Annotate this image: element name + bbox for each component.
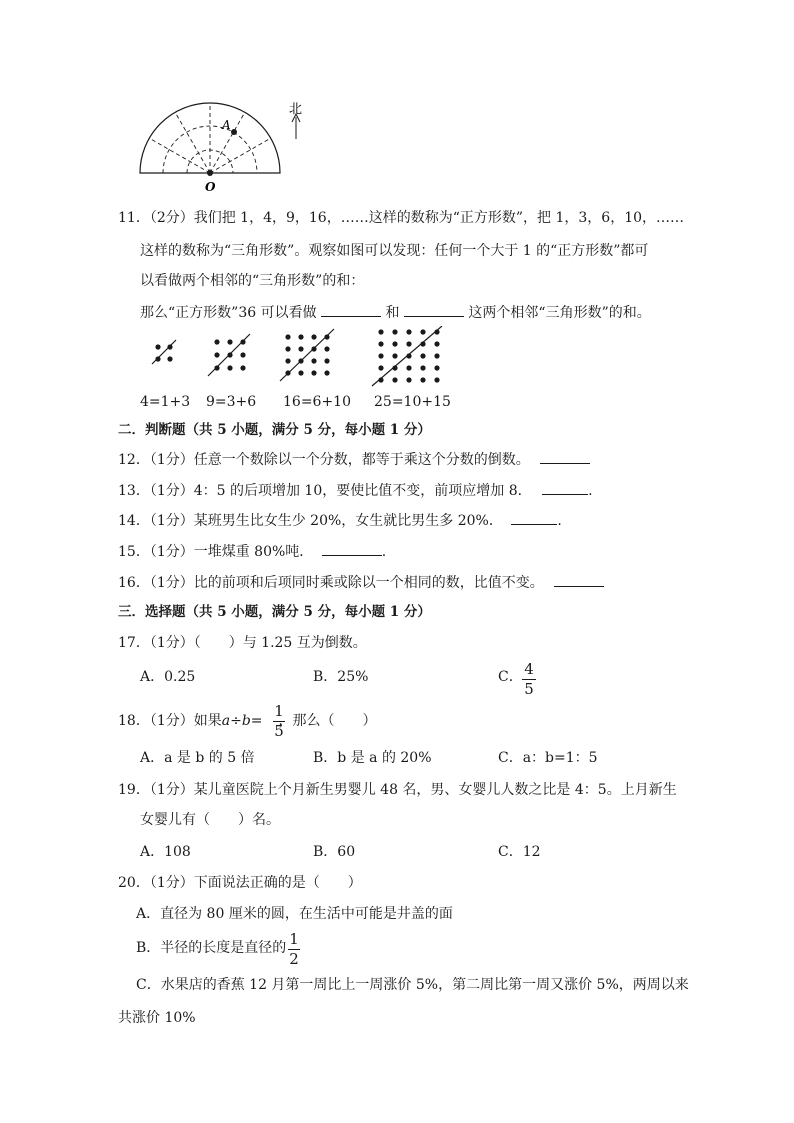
q19-option-c[interactable]: C．12: [498, 844, 541, 860]
q12-blank[interactable]: [540, 449, 590, 464]
dot: [434, 377, 439, 382]
diagonal-line-1: [152, 340, 176, 364]
q17-c-denominator: 5: [524, 680, 534, 698]
dot: [392, 377, 397, 382]
q11-line3: 以看做两个相邻的“三角形数”的和：: [140, 273, 365, 289]
q11-eq-4: 25=10+15: [374, 394, 451, 410]
q18-option-c[interactable]: C．a：b=1：5: [498, 750, 598, 766]
point-a-label: A: [222, 118, 231, 132]
q11-eq-1: 4=1+3: [140, 394, 191, 410]
q20-b-fraction: [288, 931, 300, 968]
semicircle-figure: [130, 95, 330, 200]
dot: [406, 365, 411, 370]
point-o-label: O: [205, 180, 216, 194]
dot: [298, 346, 303, 351]
q14-text: 14．（1分）某班男生比女生少 20%，女生就比男生多 20%．: [118, 513, 503, 529]
q18-stem: [118, 711, 377, 731]
dot: [214, 352, 219, 357]
dot: [285, 358, 290, 363]
q11-line1: 11．（2分）我们把 1，4，9，16，……这样的数称为“正方形数”，把 1，3，6，10，……: [118, 210, 685, 226]
q11-line4: [140, 302, 651, 323]
q20-b-numerator: 1: [289, 930, 299, 948]
q20-option-a[interactable]: A．直径为 80 厘米的圆，在生活中可能是井盖的面: [136, 906, 453, 922]
q18-var-b: b: [241, 713, 251, 729]
point-a-dot: [231, 129, 237, 135]
dashed-ray-120: [175, 112, 210, 173]
dot: [298, 334, 303, 339]
dashed-ray-150: [149, 138, 210, 173]
dot: [155, 344, 160, 349]
q16-blank[interactable]: [554, 572, 604, 587]
q11-line2: 这样的数称为“三角形数”。观察如图可以发现：任何一个大于 1 的“正方形数”都可: [140, 243, 649, 259]
dot: [227, 339, 232, 344]
q17-option-b[interactable]: B．25%: [313, 669, 369, 685]
q19-option-a[interactable]: A．108: [140, 844, 191, 860]
q18-var-a: a: [221, 713, 231, 729]
q11-line4-b: 和: [385, 305, 400, 321]
q15-row: 15．（1分）一堆煤重 80%吨． .: [118, 541, 386, 562]
dot: [378, 329, 383, 334]
dot: [298, 370, 303, 375]
dot: [324, 346, 329, 351]
q18-option-b[interactable]: B．b 是 a 的 20%: [313, 750, 432, 766]
dot: [214, 339, 219, 344]
q17-option-a[interactable]: A．0.25: [140, 669, 196, 685]
q14-blank[interactable]: [511, 510, 557, 525]
dot: [406, 377, 411, 382]
q18-stem-b: ，那么（ ）: [278, 713, 377, 729]
q12-row: [118, 449, 590, 470]
q12-text: 12．（1分）任意一个数除以一个分数，都等于乘这个分数的倒数。: [118, 452, 530, 468]
q14-row: 14．（1分）某班男生比女生少 20%，女生就比男生多 20%． .: [118, 510, 562, 531]
q19-option-b[interactable]: B．60: [313, 844, 356, 860]
section3-title: 三．选择题（共 5 小题，满分 5 分，每小题 1 分）: [118, 604, 431, 620]
q19-line1: 19．（1分）某儿童医院上个月新生男婴儿 48 名，男、女婴儿人数之比是 4：5。上月新生: [118, 782, 677, 798]
q16-row: [118, 572, 604, 593]
q13-row: 13．（1分）4：5 的后项增加 10，要使比值不变，前项应增加 8． .: [118, 480, 593, 501]
north-label: 北: [289, 102, 303, 117]
q17-c-numerator: 4: [524, 660, 534, 678]
dot: [311, 358, 316, 363]
q11-eq-2: 9=3+6: [206, 394, 257, 410]
q11-blank-1[interactable]: [321, 302, 381, 317]
dot: [434, 365, 439, 370]
dot: [324, 370, 329, 375]
q20-option-c-line2: 共涨价 10%: [118, 1010, 196, 1026]
q13-text: 13．（1分）4：5 的后项增加 10，要使比值不变，前项应增加 8．: [118, 483, 532, 499]
q11-line4-c: 这两个相邻“三角形数”的和。: [468, 305, 651, 321]
q20-stem: 20．（1分）下面说法正确的是（ ）: [118, 875, 362, 891]
dot: [406, 341, 411, 346]
q16-text: 16．（1分）比的前项和后项同时乘或除以一个相同的数，比值不变。: [118, 575, 544, 591]
dot: [378, 341, 383, 346]
q17-option-c-fraction: [522, 661, 536, 698]
q13-blank[interactable]: [542, 480, 588, 495]
dot: [311, 370, 316, 375]
q11-eq-3: 16=6+10: [283, 394, 351, 410]
point-o-dot: [207, 170, 213, 176]
q20-option-b[interactable]: B．半径的长度是直径的: [136, 940, 287, 956]
dot: [420, 329, 425, 334]
q19-line2: 女婴儿有（ ）名。: [140, 812, 280, 828]
dot: [311, 334, 316, 339]
q17-option-c[interactable]: C．: [498, 669, 523, 685]
dot: [392, 353, 397, 358]
dot: [420, 377, 425, 382]
dot: [420, 353, 425, 358]
q18-stem-a: 18．（1分）如果: [118, 713, 222, 729]
dot: [285, 334, 290, 339]
q18-numerator: 1: [274, 702, 284, 720]
dot: [240, 365, 245, 370]
dot: [227, 365, 232, 370]
dot: [392, 329, 397, 334]
dot-patterns: [140, 326, 470, 388]
dashed-ray-30: [210, 138, 271, 173]
q18-denominator: 5: [274, 722, 284, 740]
q15-blank[interactable]: [322, 541, 382, 556]
dot: [378, 353, 383, 358]
dot: [167, 356, 172, 361]
q20-b-denominator: 2: [289, 950, 299, 968]
dot: [240, 352, 245, 357]
q17-stem: 17．（1分）（ ）与 1.25 互为倒数。: [118, 635, 367, 651]
dot: [392, 341, 397, 346]
dot: [406, 329, 411, 334]
section2-title: 二．判断题（共 5 小题，满分 5 分，每小题 1 分）: [118, 422, 431, 438]
q18-div: ÷: [230, 713, 242, 729]
q18-fraction: [273, 703, 285, 740]
q15-text: 15．（1分）一堆煤重 80%吨．: [118, 544, 314, 560]
q11-blank-2[interactable]: [404, 302, 464, 317]
q18-eq: =: [250, 713, 263, 729]
dot: [324, 358, 329, 363]
q11-line4-a: 那么“正方形数”36 可以看做: [140, 305, 317, 321]
dot: [378, 365, 383, 370]
dot: [434, 341, 439, 346]
dot: [285, 346, 290, 351]
dot: [420, 365, 425, 370]
q20-option-c-line1[interactable]: C．水果店的香蕉 12 月第一周比上一周涨价 5%，第二周比第一周又涨价 5%，两周以来: [136, 977, 689, 993]
dot: [434, 353, 439, 358]
q18-option-a[interactable]: A．a 是 b 的 5 倍: [140, 750, 255, 766]
